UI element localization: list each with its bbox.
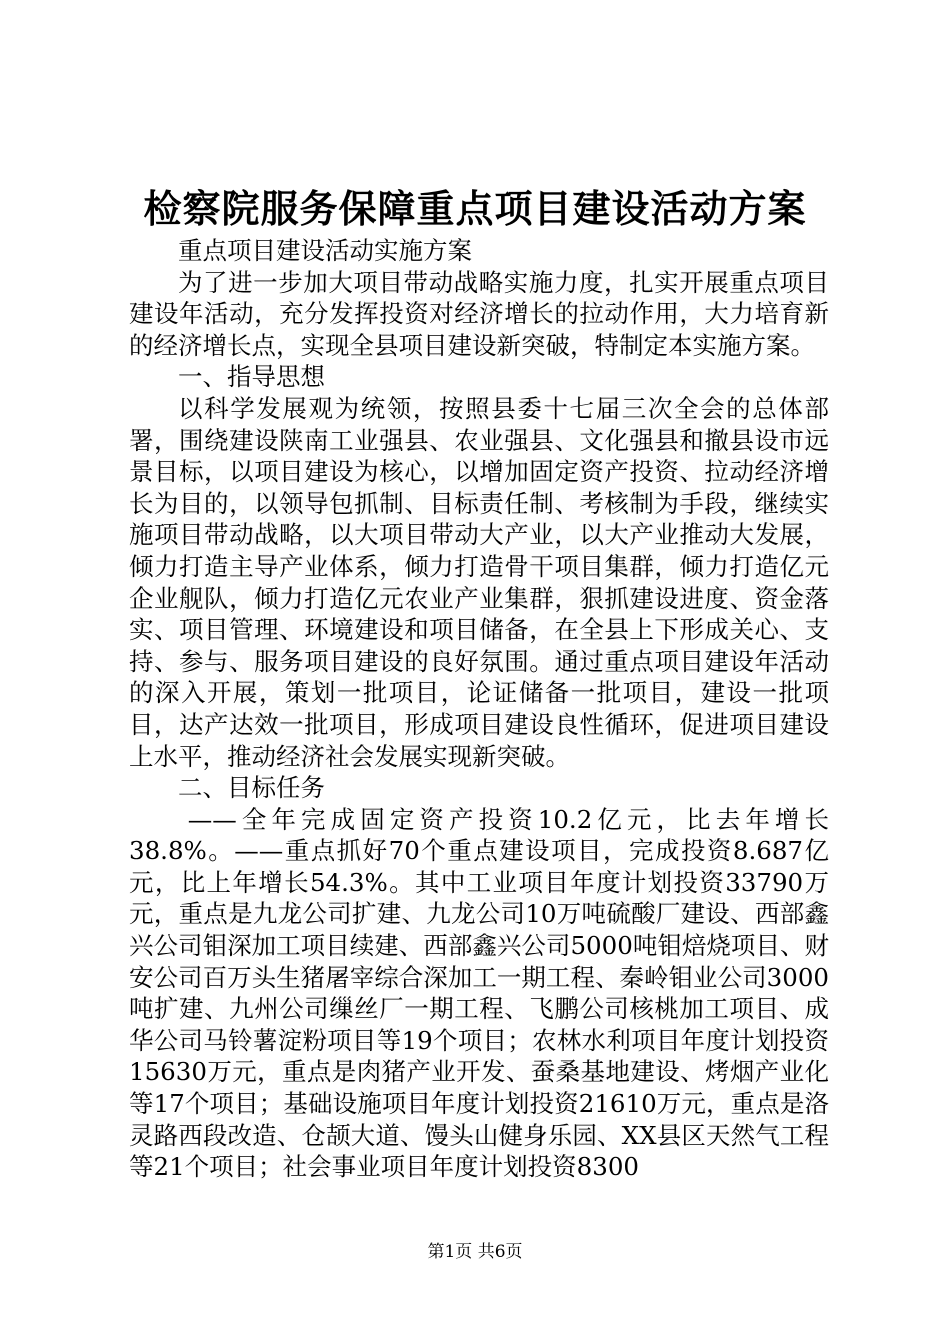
subtitle-paragraph: 重点项目建设活动实施方案 (178, 236, 472, 265)
section-heading-targets: 二、目标任务 (178, 773, 325, 803)
intro-paragraph: 为了进一步加大项目带动战略实施力度，扎实开展重点项目建设年活动，充分发挥投资对经济增长的拉动作用，大力培育新的经济增长点，实现全县项目建设新突破，特制定本实施方案。 (129, 267, 829, 360)
targets-paragraph: ——全年完成固定资产投资10.2亿元，比去年增长38.8%。——重点抓好70个重点建设项目，完成投资8.687亿元，比上年增长54.3%。其中工业项目年度计划投资33790万元，重点是九龙公司扩建、九龙公司10万吨硫酸厂建设、西部鑫兴公司钼深加工项目续建、西部鑫兴公司5000吨钼焙烧项目、财安公司百万头生猪屠宰综合深加工一期工程、秦岭钼业公司3000吨扩建、九州公司缫丝厂一期工程、飞鹏公司核桃加工项目、成华公司马铃薯淀粉项目等19个项目；农林水利项目年度计划投资15630万元，重点是肉猪产业开发、蚕桑基地建设、烤烟产业化等17个项目；基础设施项目年度计划投资21610万元，重点是洛灵路西段改造、仓颉大道、馒头山健身乐园、XX县区天然气工程等21个项目；社会事业项目年度计划投资8300 (129, 804, 829, 1182)
section-heading-guiding-thought: 一、指导思想 (178, 362, 325, 392)
guiding-thought-paragraph: 以科学发展观为统领，按照县委十七届三次全会的总体部署，围绕建设陕南工业强县、农业强县、文化强县和撤县设市远景目标，以项目建设为核心，以增加固定资产投资、拉动经济增长为目的，以领导包抓制、目标责任制、考核制为手段，继续实施项目带动战略，以大项目带动大产业，以大产业推动大发展，倾力打造主导产业体系，倾力打造骨干项目集群，倾力打造亿元企业舰队，倾力打造亿元农业产业集群，狠抓建设进度、资金落实、项目管理、环境建设和项目储备，在全县上下形成关心、支持、参与、服务项目建设的良好氛围。通过重点项目建设年活动的深入开展，策划一批项目，论证储备一批项目，建设一批项目，达产达效一批项目，形成项目建设良性循环，促进项目建设上水平，推动经济社会发展实现新突破。 (129, 393, 829, 771)
document-title: 检察院服务保障重点项目建设活动方案 (143, 186, 807, 231)
document-body (129, 235, 829, 1183)
page-footer: 第1页 共6页 (427, 1242, 523, 1262)
